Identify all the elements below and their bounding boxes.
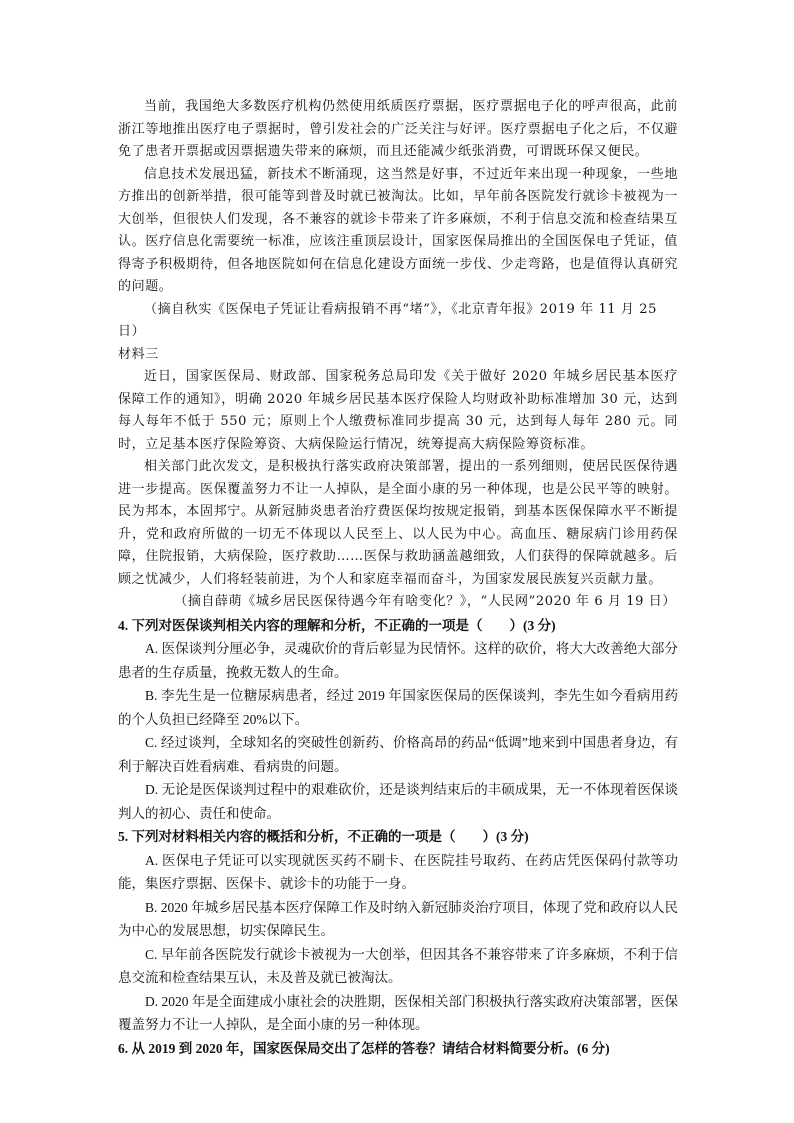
material-two-paragraph-2: 信息技术发展迅猛，新技术不断涌现，这当然是好事，不过近年来出现一种现象，一些地方推出的创新举措，很可能等到普及时就已被淘汰。比如，早年前各医院发行就诊卡被视为一大创举，但很快人们发现，各不兼容的就诊卡带来了许多麻烦，不利于信息交流和检查结果互认。医疗信息化需要统一标准，应该注重顶层设计，国家医保局推出的全国医保电子凭证，值得寄予积极期待，但各地医院如何在信息化建设方面统一步伐、少走弯路，也是值得认真研究的问题。 [118,166,678,294]
material-two-source: （摘自秋实《医保电子凭证让看病报销不再“堵”》，《北京青年报》2019 年 11 月 25 日） [118,301,657,339]
question-5 [118,825,678,1037]
material-three-paragraph-1: 近日，国家医保局、财政部、国家税务总局印发《关于做好 2020 年城乡居民基本医疗保障工作的通知》，明确 2020 年城乡居民基本医疗保险人均财政补助标准增加 30 元，达到每人每年不低于 550 元；原则上个人缴费标准同步提高 30 元，达到每人每年 280 元。同时，立足基本医疗保险筹资、大病保险运行情况，统筹提高大病保险筹资标准。 [118,369,678,452]
question-5-option-b: B. 2020 年城乡居民基本医疗保障工作及时纳入新冠肺炎治疗项目，体现了党和政府以人民为中心的发展思想，切实保障民生。 [118,899,678,938]
material-three-source: （摘自薛萌《城乡居民医保待遇今年有啥变化？》，“人民网”2020 年 6 月 19 日） [174,594,676,609]
question-4-option-d: D. 无论是医保谈判过程中的艰难砍价，还是谈判结束后的丰硕成果，无一不体现着医保谈判人的初心、责任和使命。 [118,782,678,821]
question-5-option-d: D. 2020 年是全面建成小康社会的决胜期，医保相关部门积极执行落实政府决策部署，医保覆盖努力不让一人掉队，是全面小康的另一种体现。 [118,993,678,1032]
page-content [118,96,678,1060]
material-two-section [118,96,678,344]
question-4-option-a: A. 医保谈判分厘必争，灵魂砍价的背后彰显为民情怀。这样的砍价，将大大改善绝大部分患者的生存质量，挽救无数人的生命。 [118,641,678,680]
question-6-stem: 6. 从 2019 到 2020 年，国家医保局交出了怎样的答卷？请结合材料简要分析。(6 分) [118,1040,610,1056]
question-5-option-c: C. 早年前各医院发行就诊卡被视为一大创举，但因其各不兼容带来了许多麻烦，不利于信息交流和检查结果互认，未及普及就已被淘汰。 [118,946,678,985]
question-5-option-a: A. 医保电子凭证可以实现就医买药不刷卡、在医院挂号取药、在药店凭医保码付款等功能，集医疗票据、医保卡、就诊卡的功能于一身。 [118,852,678,891]
question-5-stem: 5. 下列对材料相关内容的概括和分析，不正确的一项是（ ）(3 分) [118,829,529,844]
question-6 [118,1037,678,1061]
material-three-paragraph-2: 相关部门此次发文，是积极执行落实政府决策部署，提出的一系列细则，使居民医保待遇进一步提高。医保覆盖努力不让一人掉队，是全面小康的另一种体现，也是公民平等的映射。民为邦本，本固邦宁。从新冠肺炎患者治疗费医保均按规定报销，到基本医保保障水平不断提升，党和政府所做的一切无不体现以人民至上、以人民为中心。高血压、糖尿病门诊用药保障，住院报销，大病保险，医疗救助……医保与救助涵盖越细致，人们获得的保障就越多。后顾之忧减少，人们将轻装前进，为个人和家庭幸福而奋斗，为国家发展民族复兴贡献力量。 [118,459,678,587]
question-4 [118,614,678,826]
material-three-section [118,344,678,614]
question-4-stem: 4. 下列对医保谈判相关内容的理解和分析，不正确的一项是（ ）(3 分) [118,617,556,633]
question-4-option-b: B. 李先生是一位糖尿病患者，经过 2019 年国家医保局的医保谈判，李先生如今看病用药的个人负担已经降至 20%以下。 [118,688,678,727]
material-three-label: 材料三 [118,346,159,362]
question-4-option-c: C. 经过谈判，全球知名的突破性创新药、价格高昂的药品“低调”地来到中国患者身边，有利于解决百姓看病难、看病贵的问题。 [118,735,678,774]
material-two-paragraph-1: 当前，我国绝大多数医疗机构仍然使用纸质医疗票据，医疗票据电子化的呼声很高，此前浙江等地推出医疗电子票据时，曾引发社会的广泛关注与好评。医疗票据电子化之后，不仅避免了患者开票据或因票据遗失带来的麻烦，而且还能减少纸张消费，可谓既环保又便民。 [118,99,678,159]
